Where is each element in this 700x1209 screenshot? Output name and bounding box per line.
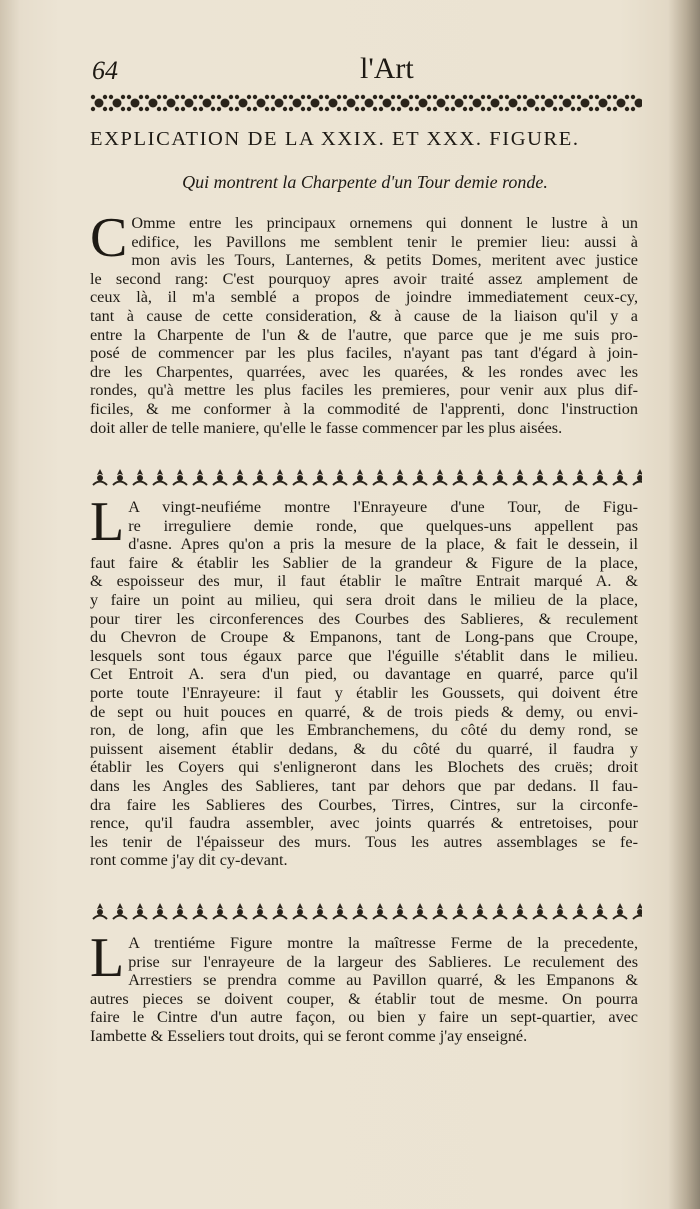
text-line: autres pieces se doivent couper, & établir tout de mesme. On pourra [90, 989, 638, 1008]
drop-cap: L [90, 491, 125, 553]
text-line: faire le Cintre d'un autre façon, ou bien y faire un sept-quartier, avec [90, 1008, 638, 1027]
drop-cap: L [90, 927, 125, 989]
text-line: rence, qu'il faudra assembler, avec joints quarrés & entretoises, pour [90, 814, 638, 833]
text-line: du Chevron de Croupe & Empanons, tant de Long-pans que Croupe, [90, 628, 638, 647]
text-line: mon avis les Tours, Lanternes, & petits Domes, meritent avec justice [131, 251, 638, 270]
fleuron-icon [90, 900, 642, 922]
text-line: les tenir de l'épaisseur des murs. Tous les autres assemblages se fe- [90, 832, 638, 851]
paragraph-1 [90, 207, 638, 437]
text-line: A trentiéme Figure montre la maîtresse Ferme de la precedente, [128, 934, 638, 952]
text-line: dre les Charpentes, quarrées, avec les quarées, & les rondes avec les [90, 362, 638, 381]
text-line: ceux là, il m'a semblé a propos de joindre immediatement ceux-cy, [90, 288, 638, 307]
text-line: entre la Charpente de l'un & de l'autre, que parce que je me suis pro- [90, 325, 638, 344]
section-title: EXPLICATION DE LA XXIX. ET XXX. FIGURE. [90, 128, 580, 150]
text-line: Omme entre les principaux ornemens qui donnent le lustre à un [131, 214, 638, 232]
text-line: ron, de long, afin que les Embranchemens, du côté du demy rond, se [90, 721, 638, 740]
text-line: pour tirer les circonferences des Courbes des Sablieres, & reculement [90, 609, 638, 628]
text-line: dans les Angles des Sablieres, tant par dehors que par dedans. Il fau- [90, 776, 638, 795]
text-line: posé de commencer par les plus faciles, n'ayant pas tant d'égard à join- [90, 344, 638, 363]
text-line: Iambette & Esseliers tout droits, qui se feront comme j'ay enseigné. [90, 1026, 528, 1045]
section-subtitle: Qui montrent la Charpente d'un Tour demie ronde. [182, 172, 548, 192]
fleuron-icon [90, 466, 642, 488]
text-line: rondes, qu'à mettre les plus faciles les premieres, pour venir aux plus dif- [90, 381, 638, 400]
text-line: puissent aisement établir dedans, & du côté du quarré, il faudra y [90, 739, 638, 758]
page-number: 64 [92, 56, 118, 85]
paragraph-2 [90, 491, 638, 870]
text-line: de sept ou huit pouces en quarré, & de trois pieds & demy, ou envi- [90, 702, 638, 721]
text-line: & espoisseur des mur, il faut établir le maître Entrait marqué A. & [90, 572, 638, 591]
ornament-icon [90, 92, 642, 114]
text-line: Arrestiers se prendra comme au Pavillon quarré, & les Empanons & [128, 971, 638, 990]
text-line: re irreguliere demie ronde, que quelques-uns appellent pas [128, 516, 638, 535]
text-line: faut faire & établir les Sablier de la grandeur & Figure de la place, [90, 553, 638, 572]
divider-ornament-1 [90, 466, 642, 488]
header-ornament-band [90, 92, 642, 114]
text-line: porte toute l'Enrayeure: il faut y établir les Goussets, qui doivent étre [90, 683, 638, 702]
running-head: l'Art [360, 52, 414, 85]
text-line: A vingt-neufiéme montre l'Enrayeure d'une Tour, de Figu- [128, 498, 638, 516]
page-header [92, 52, 640, 92]
text-line: le second rang: C'est pourquoy apres avoir traité assez amplement de [90, 269, 638, 288]
text-line: d'asne. Apres qu'on a pris la mesure de la place, & fait le dessein, il [128, 535, 638, 554]
text-line: edifice, les Pavillons me semblent tenir le premier lieu: aussi à [131, 232, 638, 251]
text-line: y faire un point au milieu, qui sera droit dans le milieu de la place, [90, 590, 638, 609]
text-line: établir les Coyers qui s'enligneront dans les Blochets des cruës; droit [90, 758, 638, 777]
text-line: Cet Entroit A. sera d'un pied, ou davantage en quarré, parce qu'il [90, 665, 638, 684]
text-line: ront comme j'ay dit cy-devant. [90, 851, 288, 870]
text-line: lesquels sont tous égaux parce que l'éguille s'établit dans le milieu. [90, 646, 638, 665]
paragraph-3 [90, 927, 638, 1046]
drop-cap: C [90, 207, 128, 269]
text-line: doit aller de telle maniere, qu'elle le fasse commencer par les plus aisées. [90, 418, 563, 437]
text-line: tant à cause de cette consideration, & à cause de la liaison qu'il y a [90, 306, 638, 325]
divider-ornament-2 [90, 900, 642, 922]
text-line: ficiles, & me conformer à la commodité de l'apprenti, donc l'instruction [90, 399, 638, 418]
text-line: prise sur l'enrayeure de la largeur des Sablieres. Le reculement des [128, 952, 638, 971]
text-line: dra faire les Sablieres des Courbes, Tirres, Cintres, sur la circonfe- [90, 795, 638, 814]
